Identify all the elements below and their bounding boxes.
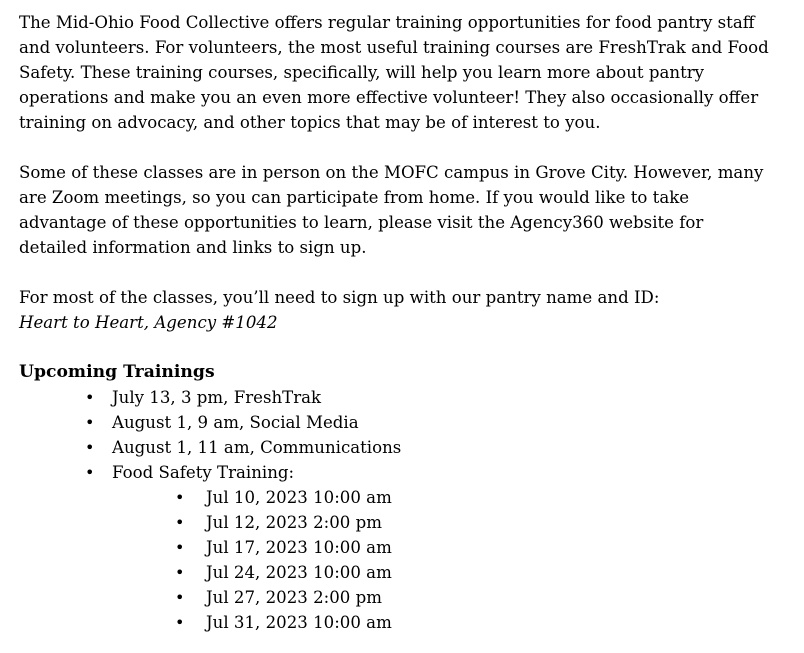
- bullet-icon: •: [175, 563, 185, 582]
- list-item: [19, 435, 804, 460]
- list-item: [19, 460, 804, 485]
- paragraph-line: and volunteers. For volunteers, the most useful training courses are FreshTrak and Food: [19, 38, 769, 57]
- training-item-text: August 1, 9 am, Social Media: [112, 413, 359, 432]
- food-safety-date: Jul 10, 2023 10:00 am: [206, 488, 392, 507]
- list-item: [19, 610, 804, 635]
- food-safety-date: Jul 12, 2023 2:00 pm: [206, 513, 382, 532]
- food-safety-date: Jul 31, 2023 10:00 am: [206, 613, 392, 632]
- food-safety-date: Jul 24, 2023 10:00 am: [206, 563, 392, 582]
- bullet-icon: •: [85, 413, 95, 432]
- paragraph-line: advantage of these opportunities to learn, please visit the Agency360 website for: [19, 213, 704, 232]
- bullet-icon: •: [175, 488, 185, 507]
- paragraph-line: are Zoom meetings, so you can participate from home. If you would like to take: [19, 188, 690, 207]
- paragraph-line: training on advocacy, and other topics that may be of interest to you.: [19, 113, 601, 132]
- training-item-text: July 13, 3 pm, FreshTrak: [112, 388, 322, 407]
- bullet-icon: •: [175, 538, 185, 557]
- classes-paragraph: [19, 160, 804, 260]
- training-item-text: Food Safety Training:: [112, 463, 295, 482]
- list-item: [19, 535, 804, 560]
- paragraph-line: Some of these classes are in person on the MOFC campus in Grove City. However, many: [19, 163, 764, 182]
- pantry-name-id: Heart to Heart, Agency #1042: [19, 313, 278, 332]
- list-item: [19, 560, 804, 585]
- paragraph-line: operations and make you an even more effective volunteer! They also occasionally offer: [19, 88, 759, 107]
- paragraph-line: The Mid-Ohio Food Collective offers regular training opportunities for food pantry staff: [19, 13, 755, 32]
- bullet-icon: •: [85, 463, 95, 482]
- bullet-icon: •: [175, 588, 185, 607]
- list-item: [19, 510, 804, 535]
- bullet-icon: •: [175, 613, 185, 632]
- upcoming-trainings-heading: Upcoming Trainings: [19, 362, 215, 382]
- list-item: [19, 385, 804, 410]
- training-list: [19, 385, 804, 635]
- signup-paragraph: [19, 285, 804, 335]
- training-item-text: August 1, 11 am, Communications: [112, 438, 402, 457]
- list-item: [19, 485, 804, 510]
- list-item: [19, 410, 804, 435]
- food-safety-date: Jul 17, 2023 10:00 am: [206, 538, 392, 557]
- bullet-icon: •: [85, 438, 95, 457]
- food-safety-date: Jul 27, 2023 2:00 pm: [206, 588, 382, 607]
- paragraph-line: detailed information and links to sign up.: [19, 238, 367, 257]
- signup-instruction: For most of the classes, you’ll need to sign up with our pantry name and ID:: [19, 288, 660, 307]
- intro-paragraph: [19, 10, 804, 135]
- bullet-icon: •: [175, 513, 185, 532]
- bullet-icon: •: [85, 388, 95, 407]
- paragraph-line: Safety. These training courses, specifically, will help you learn more about pantry: [19, 63, 705, 82]
- list-item: [19, 585, 804, 610]
